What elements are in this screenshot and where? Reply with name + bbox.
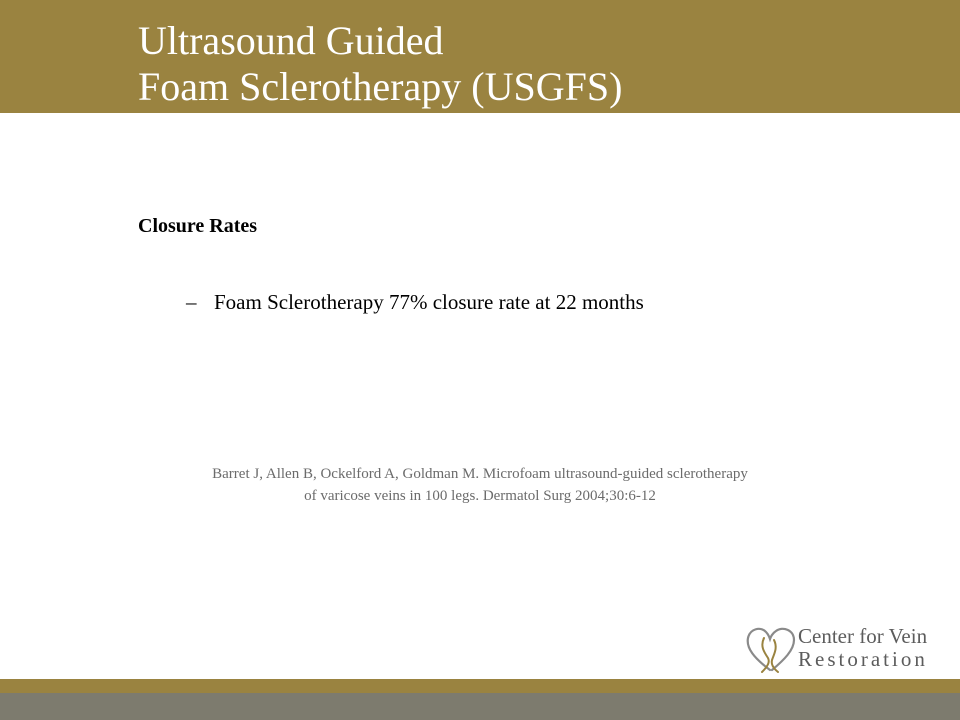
heart-leg-logo-icon	[742, 620, 798, 676]
slide-title	[138, 18, 622, 110]
citation-line-1: Barret J, Allen B, Ockelford A, Goldman M. Microfoam ultrasound-guided sclerotherapy	[212, 466, 748, 482]
citation-line-2: of varicose veins in 100 legs. Dermatol Surg 2004;30:6-12	[304, 488, 656, 504]
citation	[110, 463, 850, 507]
footer-gray-band	[0, 693, 960, 720]
bullet-text: Foam Sclerotherapy 77% closure rate at 22 months	[214, 290, 644, 314]
bullet-dash: –	[186, 290, 197, 314]
footer-gold-band	[0, 679, 960, 693]
logo-line-2: Restoration	[798, 647, 928, 671]
company-logo	[742, 620, 952, 678]
slide-title-line-2: Foam Sclerotherapy (USGFS)	[138, 64, 623, 109]
bullet-item	[186, 290, 644, 315]
logo-text	[798, 625, 928, 671]
section-heading: Closure Rates	[138, 215, 258, 237]
slide-title-line-1: Ultrasound Guided	[138, 18, 444, 63]
header-band	[0, 0, 960, 113]
logo-line-1: Center for Vein	[798, 624, 928, 648]
